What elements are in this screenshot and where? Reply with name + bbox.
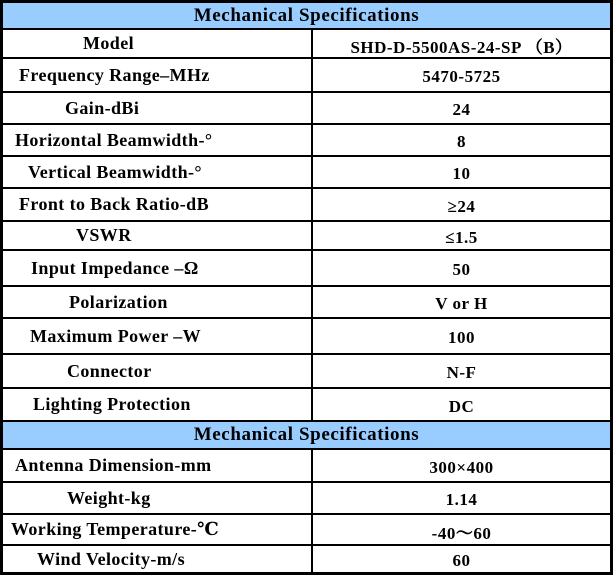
spec-row (3, 93, 610, 125)
spec-value-cell: ≥24 (447, 196, 476, 216)
spec-label-cell: Wind Velocity-m/s (3, 546, 313, 572)
spec-value-cell: -40～60 (431, 524, 492, 543)
spec-value-cell: V or H (435, 294, 488, 313)
spec-row (3, 157, 610, 189)
spec-value-cell: ≤1.5 (445, 227, 478, 247)
spec-label-cell: Horizontal Beamwidth-° (3, 125, 313, 155)
spec-row (3, 450, 610, 483)
spec-label-cell: Weight-kg (3, 483, 313, 513)
spec-label-cell: Gain-dBi (3, 93, 313, 123)
spec-label-cell: Front to Back Ratio-dB (3, 189, 313, 220)
spec-value-cell: N-F (446, 363, 477, 382)
spec-row (3, 546, 610, 572)
spec-label-cell: Lighting Protection (3, 389, 313, 420)
spec-label-cell: Input Impedance –Ω (3, 251, 313, 285)
spec-value-cell: 300×400 (429, 457, 494, 477)
spec-value-cell: 100 (448, 328, 475, 347)
spec-label-cell: Connector (3, 355, 313, 387)
spec-label-cell: VSWR (3, 222, 313, 249)
spec-label-cell: Working Temperature-℃ (3, 515, 313, 544)
spec-label-cell: Antenna Dimension-mm (3, 450, 313, 481)
spec-row (3, 319, 610, 355)
spec-row (3, 251, 610, 287)
spec-row (3, 287, 610, 319)
spec-label-cell: Polarization (3, 287, 313, 317)
spec-value-cell: 1.14 (445, 490, 478, 509)
section-header: Mechanical Specifications (3, 3, 610, 30)
spec-row (3, 222, 610, 251)
spec-row (3, 515, 610, 546)
section-header: Mechanical Specifications (3, 422, 610, 450)
spec-label-cell: Maximum Power –W (3, 319, 313, 353)
spec-value-cell: 60 (452, 551, 471, 570)
spec-value-cell: 8 (457, 132, 466, 151)
spec-label-cell: Model (3, 30, 313, 57)
spec-row (3, 59, 610, 93)
spec-row (3, 189, 610, 222)
spec-value-cell: 10 (452, 164, 471, 183)
spec-row (3, 30, 610, 59)
spec-row (3, 355, 610, 389)
spec-value-cell: DC (448, 396, 475, 416)
spec-value-cell: 24 (452, 100, 471, 119)
spec-row (3, 389, 610, 422)
spec-label-cell: Frequency Range–MHz (3, 59, 313, 91)
spec-label-cell: Vertical Beamwidth-° (3, 157, 313, 187)
spec-value-cell: 50 (452, 260, 471, 279)
spec-value-cell: 5470-5725 (422, 67, 501, 86)
spec-row (3, 125, 610, 157)
spec-row (3, 483, 610, 515)
spec-value-cell: SHD-D-5500AS-24-SP （B） (350, 38, 573, 57)
